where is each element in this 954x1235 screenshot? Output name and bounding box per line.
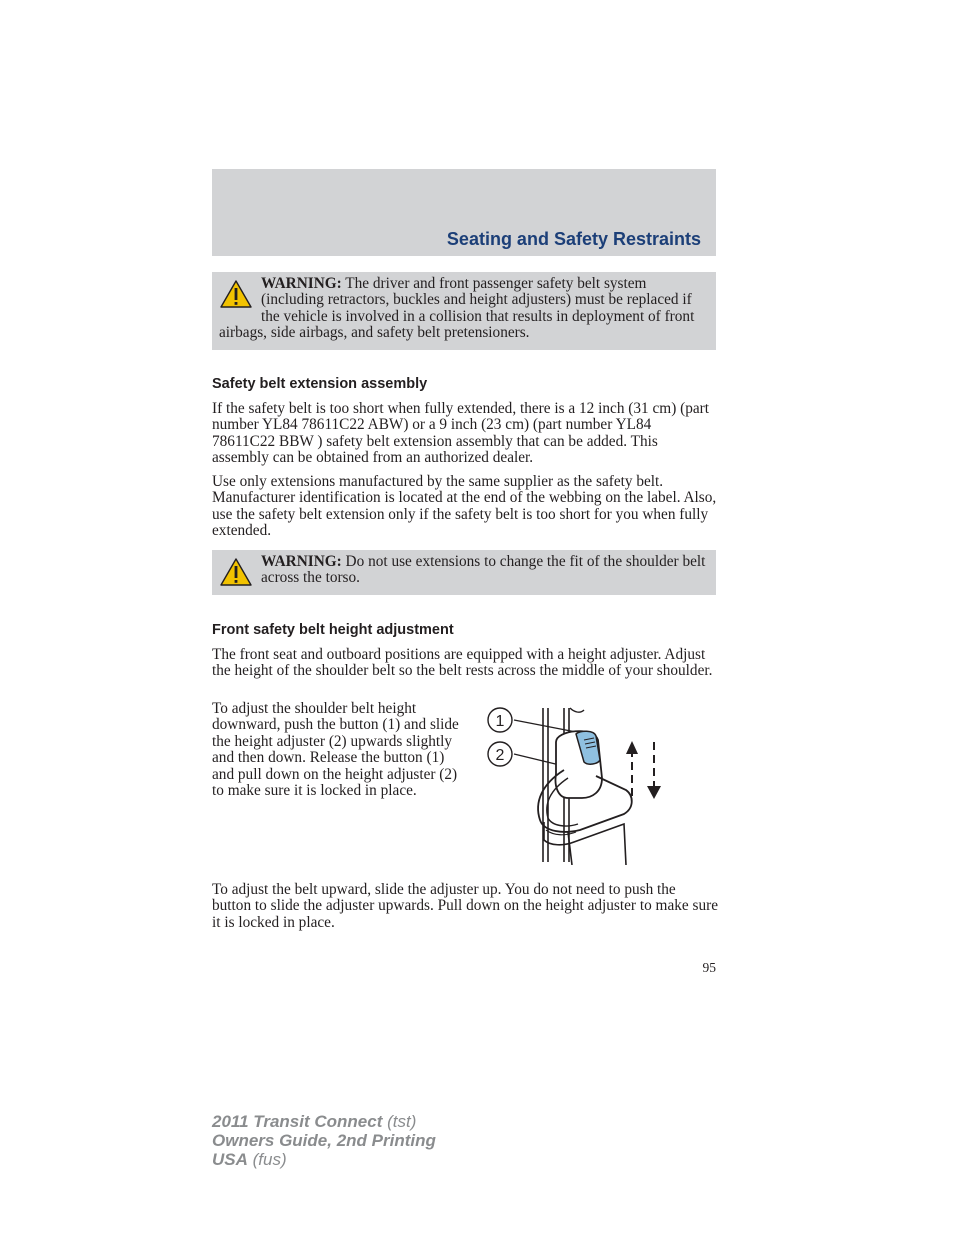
paragraph-height-3: To adjust the belt upward, slide the adjuster up. You do not need to push the button to slide the adjuster upwards. Pull down on the height adjuster to make sure it is locked in place. bbox=[212, 881, 718, 931]
section-header bbox=[212, 169, 716, 256]
warning-text: The driver and front passenger safety belt system (including retractors, buckles and height adjusters) must be replaced if the vehicle is involved in a collision that results in deployment of front airbags, side airbags, and safety belt pretensioners. bbox=[219, 275, 695, 342]
arrow-down-icon bbox=[647, 786, 661, 799]
callout-1: 1 bbox=[495, 713, 505, 730]
warning-label: WARNING: bbox=[261, 553, 342, 570]
section-heading-height: Front safety belt height adjustment bbox=[212, 622, 454, 638]
warning-triangle-icon bbox=[219, 557, 253, 587]
paragraph-height-1: The front seat and outboard positions are equipped with a height adjuster. Adjust the height of the shoulder belt so the belt rests across the middle of your shoulder. bbox=[212, 646, 713, 680]
warning-box-collision bbox=[212, 272, 716, 350]
section-heading-extension: Safety belt extension assembly bbox=[212, 376, 428, 392]
warning-text: Do not use extensions to change the fit of the shoulder belt across the torso. bbox=[261, 553, 706, 587]
footer-line-3: USA (fus) bbox=[212, 1150, 287, 1169]
warning-triangle-icon bbox=[219, 279, 253, 309]
page-number: 95 bbox=[702, 960, 716, 975]
paragraph-extension-2: Use only extensions manufactured by the same supplier as the safety belt. Manufacturer identification is located at the end of the webbing on the label. Also, use the safety belt extension only if the safety belt is too short for you when fully extended. bbox=[212, 473, 717, 540]
paragraph-height-2: To adjust the shoulder belt height downward, push the button (1) and slide the height adjuster (2) upwards slightly and then down. Release the button (1) and pull down on the height adjuster (2) to make sure it is locked in place. bbox=[212, 700, 459, 800]
paragraph-extension-1: If the safety belt is too short when fully extended, there is a 12 inch (31 cm) (part number YL84 78611C22 ABW) or a 9 inch (23 cm) (part number YL84 78611C22 BBW ) safety belt extension assembly that can be added. This assembly can be obtained from an authorized dealer. bbox=[212, 400, 709, 467]
callout-2: 2 bbox=[495, 747, 505, 764]
warning-box-extensions bbox=[212, 550, 716, 595]
footer-edition bbox=[212, 1112, 436, 1169]
warning-label: WARNING: bbox=[261, 275, 342, 292]
footer-line-1: 2011 Transit Connect (tst) bbox=[212, 1112, 417, 1131]
height-adjuster-illustration bbox=[484, 700, 674, 865]
footer-line-2: Owners Guide, 2nd Printing bbox=[212, 1131, 436, 1150]
page-title: Seating and Safety Restraints bbox=[446, 229, 701, 249]
arrow-up-icon bbox=[626, 741, 638, 754]
